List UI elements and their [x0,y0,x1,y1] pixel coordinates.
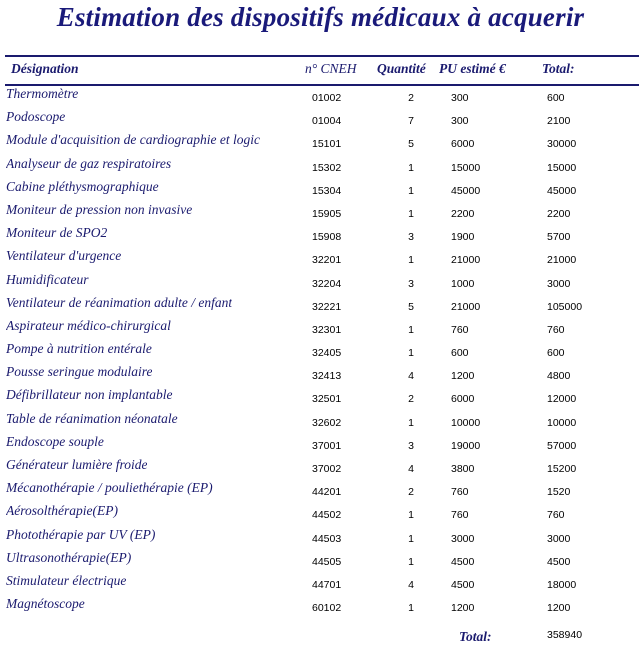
unit-price-cell: 760 [451,486,469,499]
cneh-code-cell: 44502 [312,509,342,522]
unit-price-cell: 300 [451,115,469,128]
line-total-cell: 3000 [547,277,571,290]
cneh-code-cell: 01002 [312,92,342,104]
line-total-cell: 30000 [547,138,577,151]
quantity-cell: 7 [408,115,414,128]
table-row [0,248,641,271]
table-row [0,272,641,295]
line-total-cell: 45000 [547,184,577,197]
table-row [0,202,641,225]
cneh-code-cell: 15101 [312,138,342,151]
quantity-cell: 4 [408,578,414,591]
quantity-cell: 2 [408,486,414,499]
table-row [0,387,641,410]
unit-price-cell: 1200 [451,602,475,615]
quantity-cell: 4 [408,463,414,475]
table-row [0,156,641,179]
designation-cell: Ultrasonothérapie(EP) [6,549,132,565]
line-total-cell: 15200 [547,463,577,475]
unit-price-cell: 4500 [451,555,475,568]
line-total-cell: 4500 [547,555,571,568]
line-total-cell: 600 [547,347,565,360]
cneh-code-cell: 32221 [312,300,342,313]
cneh-code-cell: 44503 [312,532,342,545]
line-total-cell: 5700 [547,231,571,244]
quantity-cell: 1 [408,555,414,568]
grand-total-label: Total: [459,629,492,644]
quantity-cell: 3 [408,277,414,290]
header-total: Total: [542,61,575,76]
header-quantite: Quantité [377,61,426,76]
quantity-cell: 2 [408,92,414,104]
unit-price-cell: 6000 [451,393,475,406]
unit-price-cell: 3000 [451,532,475,545]
designation-cell: Thermomètre [6,86,79,101]
cneh-code-cell: 32201 [312,254,342,267]
table-row [0,295,641,318]
grand-total-value: 358940 [547,629,583,641]
quantity-cell: 1 [408,207,414,220]
quantity-cell: 5 [408,138,414,151]
table-row [0,573,641,596]
unit-price-cell: 600 [451,347,469,360]
cneh-code-cell: 37002 [312,463,342,475]
line-total-cell: 600 [547,92,565,104]
designation-cell: Moniteur de pression non invasive [6,201,193,217]
line-total-cell: 2100 [547,115,571,128]
line-total-cell: 57000 [547,439,577,452]
quantity-cell: 1 [408,347,414,360]
cneh-code-cell: 44201 [312,486,342,499]
unit-price-cell: 45000 [451,184,481,197]
cneh-code-cell: 32501 [312,393,342,406]
designation-cell: Aspirateur médico-chirurgical [6,317,171,333]
page-title: Estimation des dispositifs médicaux à acquerir [56,2,585,32]
unit-price-cell: 300 [451,92,469,104]
table-row [0,86,641,109]
cneh-code-cell: 01004 [312,115,342,128]
unit-price-cell: 1200 [451,370,475,383]
designation-cell: Ventilateur d'urgence [6,248,122,264]
table-row [0,225,641,248]
designation-cell: Aérosolthérapie(EP) [6,503,118,519]
table-row [0,480,641,503]
designation-cell: Pousse seringue modulaire [6,364,153,380]
cneh-code-cell: 32405 [312,347,342,360]
quantity-cell: 1 [408,184,414,197]
designation-cell: Podoscope [6,109,66,125]
unit-price-cell: 1900 [451,231,475,244]
quantity-cell: 1 [408,416,414,429]
header-top-rule [5,55,639,57]
line-total-cell: 18000 [547,578,577,591]
designation-cell: Humidificateur [6,271,89,287]
cneh-code-cell: 32413 [312,370,342,383]
quantity-cell: 2 [408,393,414,406]
designation-cell: Cabine pléthysmographique [6,178,159,194]
designation-cell: Défibrillateur non implantable [6,387,173,403]
unit-price-cell: 15000 [451,161,481,174]
table-row [0,318,641,341]
unit-price-cell: 21000 [451,254,481,267]
table-row [0,179,641,202]
unit-price-cell: 1000 [451,277,475,290]
designation-cell: Mécanothérapie / pouliethérapie (EP) [6,480,213,496]
line-total-cell: 1200 [547,602,571,615]
unit-price-cell: 2200 [451,207,475,220]
cneh-code-cell: 32301 [312,323,342,336]
line-total-cell: 105000 [547,300,583,313]
table-row [0,341,641,364]
cneh-code-cell: 44701 [312,578,342,591]
table-row [0,550,641,573]
table-row [0,109,641,132]
designation-cell: Moniteur de SPO2 [6,225,108,241]
header-pu: PU estimé € [439,61,506,76]
designation-cell: Endoscope souple [6,433,104,449]
table-row [0,411,641,434]
table-row [0,364,641,387]
table-row [0,434,641,457]
line-total-cell: 21000 [547,254,577,267]
cneh-code-cell: 37001 [312,439,342,452]
line-total-cell: 10000 [547,416,577,429]
quantity-cell: 1 [408,532,414,545]
line-total-cell: 760 [547,323,565,336]
quantity-cell: 1 [408,323,414,336]
table-row [0,503,641,526]
unit-price-cell: 21000 [451,300,481,313]
header-designation: Désignation [11,61,79,76]
quantity-cell: 1 [408,509,414,522]
line-total-cell: 1520 [547,486,571,499]
cneh-code-cell: 44505 [312,555,342,568]
unit-price-cell: 19000 [451,439,481,452]
cneh-code-cell: 15302 [312,161,342,174]
designation-cell: Stimulateur électrique [6,572,127,588]
quantity-cell: 3 [408,231,414,244]
cneh-code-cell: 60102 [312,602,342,615]
unit-price-cell: 3800 [451,463,475,475]
table-row [0,457,641,480]
line-total-cell: 3000 [547,532,571,545]
cneh-code-cell: 32204 [312,277,342,290]
designation-cell: Photothérapie par UV (EP) [6,526,156,542]
line-total-cell: 15000 [547,161,577,174]
device-table-body [0,86,641,619]
designation-cell: Ventilateur de réanimation adulte / enfant [6,294,233,310]
line-total-cell: 2200 [547,207,571,220]
unit-price-cell: 10000 [451,416,481,429]
quantity-cell: 3 [408,439,414,452]
table-row [0,527,641,550]
quantity-cell: 4 [408,370,414,383]
designation-cell: Analyseur de gaz respiratoires [6,155,172,171]
line-total-cell: 12000 [547,393,577,406]
unit-price-cell: 4500 [451,578,475,591]
quantity-cell: 1 [408,161,414,174]
quantity-cell: 5 [408,300,414,313]
quantity-cell: 1 [408,602,414,615]
cneh-code-cell: 15905 [312,207,342,220]
designation-cell: Module d'acquisition de cardiographie et logic [6,132,260,148]
unit-price-cell: 6000 [451,138,475,151]
line-total-cell: 760 [547,509,565,522]
header-cneh: n° CNEH [305,61,357,76]
designation-cell: Table de réanimation néonatale [6,410,178,426]
unit-price-cell: 760 [451,323,469,336]
unit-price-cell: 760 [451,509,469,522]
cneh-code-cell: 15908 [312,231,342,244]
table-row [0,132,641,155]
designation-cell: Pompe à nutrition entérale [6,341,152,357]
designation-cell: Magnétoscope [6,596,85,612]
cneh-code-cell: 15304 [312,184,342,197]
cneh-code-cell: 32602 [312,416,342,429]
line-total-cell: 4800 [547,370,571,383]
table-row [0,596,641,619]
quantity-cell: 1 [408,254,414,267]
designation-cell: Générateur lumière froide [6,457,148,472]
